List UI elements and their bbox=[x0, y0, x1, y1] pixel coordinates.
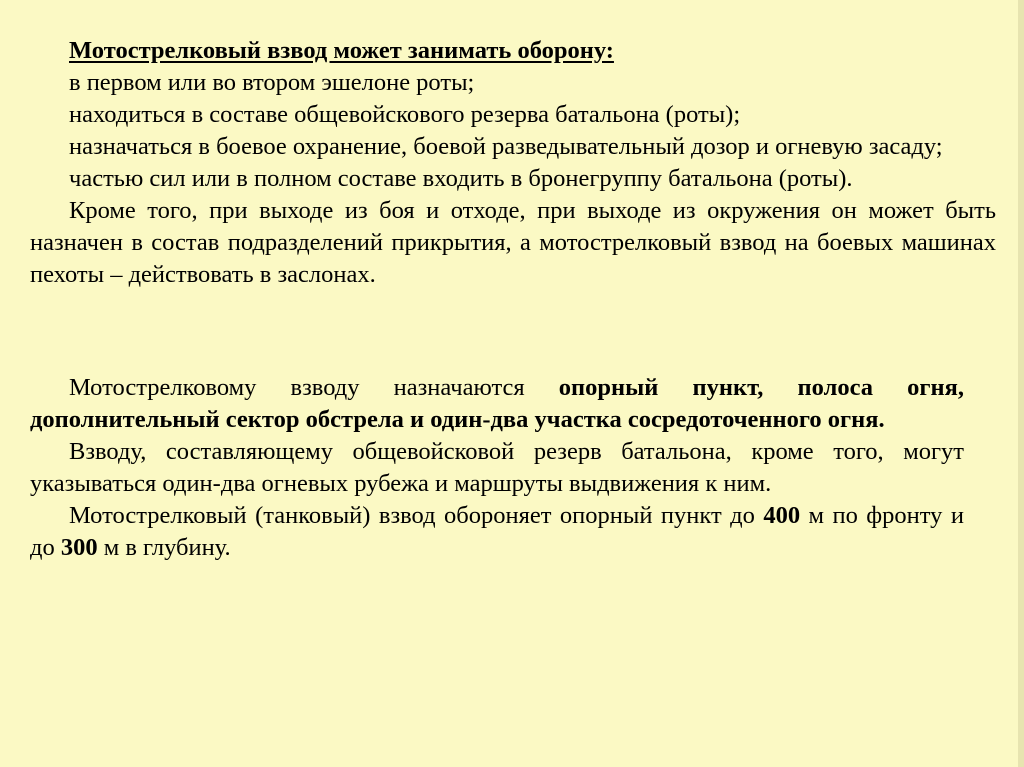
list-item: находиться в составе общевойскового резерва батальона (роты); bbox=[69, 101, 741, 128]
strongpoint-size-paragraph bbox=[30, 500, 964, 564]
depth-value: 300 bbox=[60, 534, 98, 561]
list-item: частью сил или в полном составе входить в бронегруппу батальона (роты). bbox=[69, 165, 853, 192]
strongpoint-text-2: м по фронту и до bbox=[30, 502, 964, 561]
heading-text: Мотострелковый взвод может занимать оборону: bbox=[69, 37, 614, 64]
assignments-block bbox=[30, 372, 964, 564]
assignments-paragraph bbox=[30, 372, 964, 436]
assignments-bold-text: опорный пункт, полоса огня, дополнительный сектор обстрела и один-два участка сосредоточенного огня. bbox=[30, 374, 964, 433]
assignments-lead-text: Мотострелковому взводу назначаются bbox=[69, 374, 559, 401]
strongpoint-text-1: Мотострелковый (танковый) взвод обороняет опорный пункт до bbox=[69, 502, 764, 529]
strongpoint-text-3: м в глубину. bbox=[97, 534, 231, 561]
additional-roles-paragraph: Кроме того, при выходе из боя и отходе, при выходе из окружения он может быть назначен в состав подразделений прикрытия, а мотострелковый взвод на боевых машинах пехоты – действовать в заслонах. bbox=[30, 197, 996, 288]
right-edge-stripe bbox=[1018, 0, 1024, 767]
front-width-value: 400 bbox=[763, 502, 801, 529]
defense-roles-heading bbox=[30, 35, 996, 67]
defense-roles-block bbox=[30, 35, 996, 291]
list-item: назначаться в боевое охранение, боевой разведывательный дозор и огневую засаду; bbox=[69, 133, 943, 160]
list-item: в первом или во втором эшелоне роты; bbox=[69, 69, 475, 96]
reserve-paragraph: Взводу, составляющему общевойсковой резерв батальона, кроме того, могут указываться один-два огневых рубежа и маршруты выдвижения к ним. bbox=[30, 438, 964, 497]
